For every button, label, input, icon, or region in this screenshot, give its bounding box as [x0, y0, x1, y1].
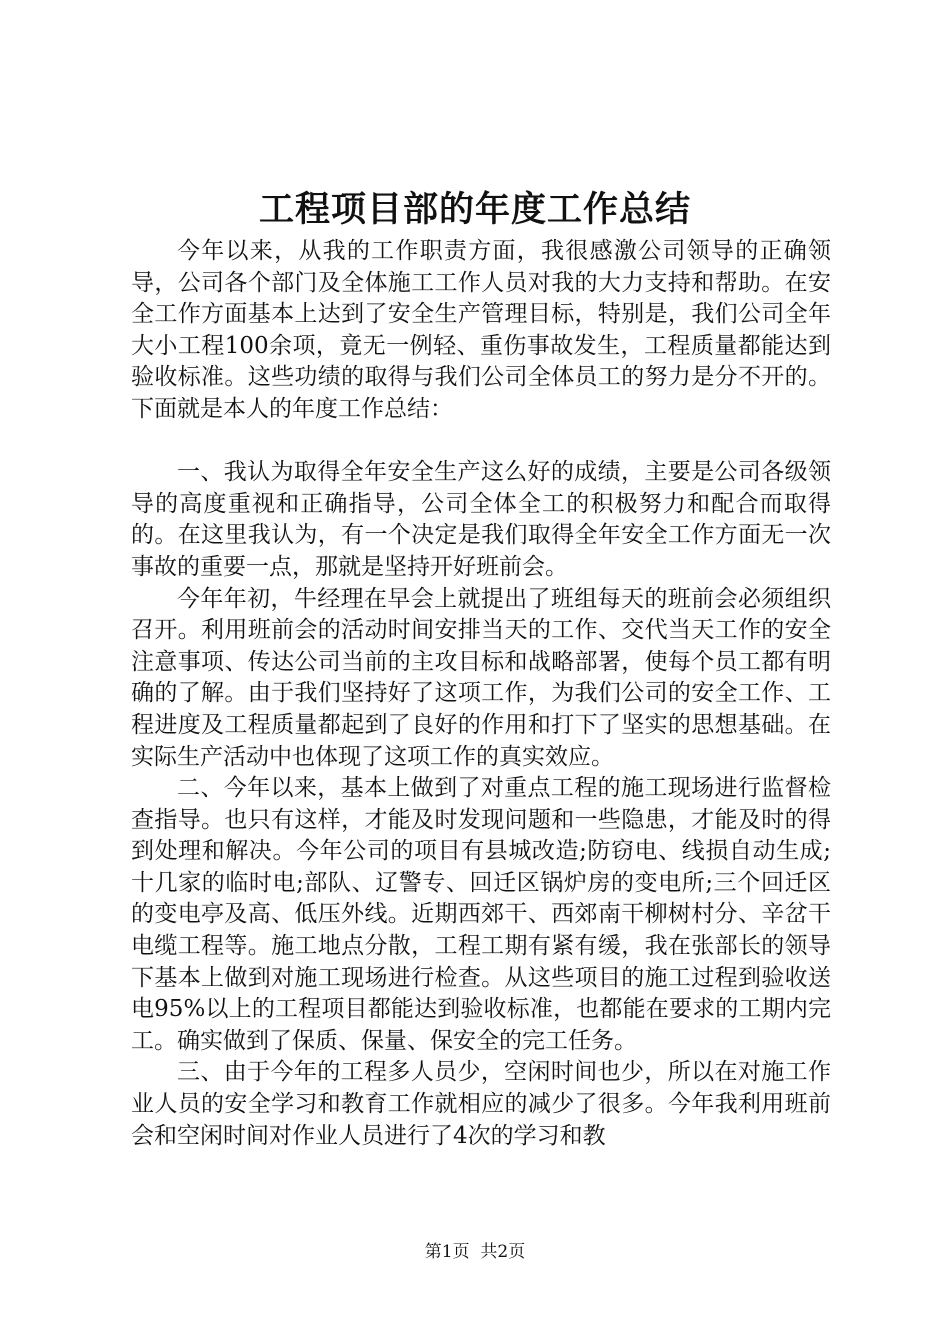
document-title: 工程项目部的年度工作总结: [258, 189, 691, 230]
paragraph-section-two: 二、今年以来，基本上做到了对重点工程的施工现场进行监督检查指导。也只有这样，才能及时发现问题和一些隐患，才能及时的得到处理和解决。今年公司的项目有县城改造;防窃电、线损自动生成;十几家的临时电;部队、辽警专、回迁区锅炉房的变电所;三个回迁区的变电亭及高、低压外线。近期西郊干、西郊南干柳树村分、辛岔干电缆工程等。施工地点分散，工程工期有紧有缓，我在张部长的领导下基本上做到对施工现场进行检查。从这些项目的施工过程到验收送电95%以上的工程项目都能达到验收标准，也都能在要求的工期内完工。确实做到了保质、保量、保安全的完工任务。: [131, 775, 831, 1054]
paragraph-section-three: 三、由于今年的工程多人员少，空闲时间也少，所以在对施工作业人员的安全学习和教育工作就相应的减少了很多。今年我利用班前会和空闲时间对作业人员进行了4次的学习和教: [131, 1059, 831, 1149]
paragraph-section-one: 一、我认为取得全年安全生产这么好的成绩，主要是公司各级领导的高度重视和正确指导，公司全体全工的积极努力和配合而取得的。在这里我认为，有一个决定是我们取得全年安全工作方面无一次事故的重要一点，那就是坚持开好班前会。: [131, 459, 831, 580]
paragraph-spacer: [131, 426, 831, 458]
page-total: 共2页: [480, 1242, 526, 1262]
paragraph-section-one-detail: 今年年初，牛经理在早会上就提出了班组每天的班前会必须组织召开。利用班前会的活动时间安排当天的工作、交代当天工作的安全注意事项、传达公司当前的主攻目标和战略部署，使每个员工都有明确的了解。由于我们坚持好了这项工作，为我们公司的安全工作、工程进度及工程质量都起到了良好的作用和打下了坚实的思想基础。在实际生产活动中也体现了这项工作的真实效应。: [131, 585, 831, 770]
page-number: 第1页: [424, 1242, 470, 1262]
page-footer: [0, 1240, 950, 1264]
document-body: [131, 236, 831, 1152]
paragraph-intro: 今年以来，从我的工作职责方面，我很感激公司领导的正确领导，公司各个部门及全体施工工作人员对我的大力支持和帮助。在安全工作方面基本上达到了安全生产管理目标，特别是，我们公司全年大小工程100余项，竟无一例轻、重伤事故发生，工程质量都能达到验收标准。这些功绩的取得与我们公司全体员工的努力是分不开的。下面就是本人的年度工作总结：: [131, 238, 831, 422]
